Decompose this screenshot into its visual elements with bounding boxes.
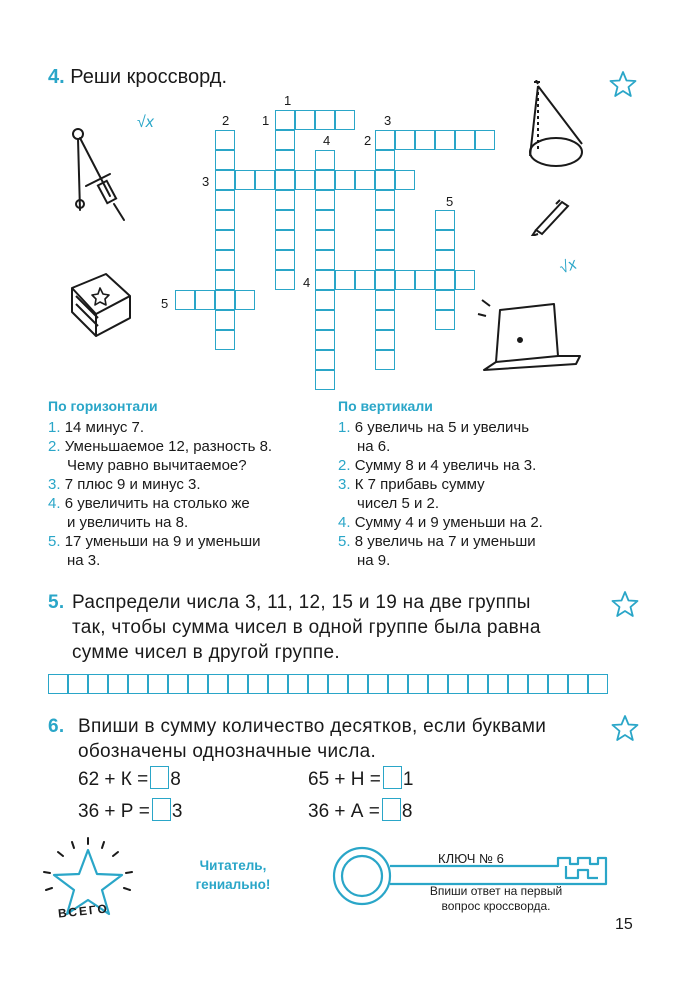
answer-strip-cell[interactable] bbox=[508, 674, 528, 694]
answer-strip-cell[interactable] bbox=[408, 674, 428, 694]
crossword-cell[interactable] bbox=[375, 230, 395, 250]
crossword-number-h2: 2 bbox=[364, 133, 372, 148]
crossword-cell[interactable] bbox=[375, 190, 395, 210]
answer-strip-cell[interactable] bbox=[488, 674, 508, 694]
crossword-cell[interactable] bbox=[275, 270, 295, 290]
crossword-cell[interactable] bbox=[435, 230, 455, 250]
crossword-number-h5: 5 bbox=[161, 296, 169, 311]
crossword-cell[interactable] bbox=[215, 330, 235, 350]
crossword-cell[interactable] bbox=[395, 130, 415, 150]
answer-strip-cell[interactable] bbox=[248, 674, 268, 694]
equation-2-answer-box[interactable] bbox=[383, 766, 402, 789]
answer-strip-cell[interactable] bbox=[468, 674, 488, 694]
crossword-cell[interactable] bbox=[375, 130, 395, 150]
vertical-clue-5-line-1: 5. 8 увеличь на 7 и уменьши bbox=[338, 533, 536, 550]
crossword-cell[interactable] bbox=[375, 210, 395, 230]
crossword-cell[interactable] bbox=[235, 170, 255, 190]
crossword-cell[interactable] bbox=[455, 270, 475, 290]
vertical-clue-4-number: 4. bbox=[338, 514, 355, 531]
crossword-cell[interactable] bbox=[275, 150, 295, 170]
page-number: 15 bbox=[615, 916, 633, 933]
equation-2-right: 1 bbox=[402, 769, 414, 790]
crossword-cell[interactable] bbox=[215, 170, 235, 190]
key-title: КЛЮЧ № 6 bbox=[438, 851, 504, 866]
vertical-clues-heading: По вертикали bbox=[338, 398, 433, 414]
answer-strip-cell[interactable] bbox=[288, 674, 308, 694]
answer-strip-cell[interactable] bbox=[388, 674, 408, 694]
answer-strip-cell[interactable] bbox=[88, 674, 108, 694]
crossword-cell[interactable] bbox=[335, 270, 355, 290]
score-star[interactable] bbox=[38, 836, 138, 932]
crossword-cell[interactable] bbox=[275, 250, 295, 270]
crossword-cell[interactable] bbox=[295, 110, 315, 130]
equation-3-right: 3 bbox=[171, 801, 183, 822]
crossword-cell[interactable] bbox=[215, 190, 235, 210]
crossword-number-v1: 1 bbox=[284, 93, 292, 108]
task6-line-2: обозначены однозначные числа. bbox=[78, 741, 377, 762]
answer-strip-cell[interactable] bbox=[128, 674, 148, 694]
compass-icon bbox=[64, 124, 138, 224]
crossword-cell[interactable] bbox=[355, 170, 375, 190]
crossword-number-h1: 1 bbox=[262, 113, 270, 128]
equation-1 bbox=[78, 766, 181, 791]
answer-strip-cell[interactable] bbox=[268, 674, 288, 694]
praise-line-1: Читатель, bbox=[199, 858, 267, 873]
horizontal-clue-2-number: 2. bbox=[48, 438, 65, 455]
equation-2 bbox=[308, 766, 413, 791]
equation-4-left: 36 + А = bbox=[308, 801, 380, 822]
crossword-cell[interactable] bbox=[295, 170, 315, 190]
answer-strip-cell[interactable] bbox=[208, 674, 228, 694]
crossword-cell[interactable] bbox=[315, 210, 335, 230]
crossword-cell[interactable] bbox=[275, 230, 295, 250]
crossword-cell[interactable] bbox=[375, 330, 395, 350]
answer-strip-cell[interactable] bbox=[528, 674, 548, 694]
horizontal-clue-4-line-1: 4. 6 увеличить на столько же bbox=[48, 495, 250, 512]
horizontal-clue-4-number: 4. bbox=[48, 495, 65, 512]
key-instruction-line-2: вопрос кроссворда. bbox=[441, 899, 551, 913]
crossword-cell[interactable] bbox=[275, 130, 295, 150]
sqrt-x-decoration-1: √x bbox=[137, 114, 154, 131]
crossword-cell[interactable] bbox=[375, 150, 395, 170]
star-icon bbox=[609, 70, 637, 98]
equation-3-answer-box[interactable] bbox=[152, 798, 171, 821]
vertical-clues-list bbox=[338, 418, 638, 570]
horizontal-clue-5-line-1: 5. 17 уменьши на 9 и уменьши bbox=[48, 533, 261, 550]
answer-strip-cell[interactable] bbox=[148, 674, 168, 694]
crossword-cell[interactable] bbox=[215, 270, 235, 290]
equation-3-left: 36 + Р = bbox=[78, 801, 150, 822]
cone-icon bbox=[522, 80, 592, 172]
horizontal-clue-5-number: 5. bbox=[48, 533, 65, 550]
equation-1-left: 62 + К = bbox=[78, 769, 149, 790]
sqrt-x-decoration-2: √x bbox=[557, 255, 580, 278]
crossword-cell[interactable] bbox=[275, 110, 295, 130]
task6-line-1: Впиши в сумму количество десятков, если буквами bbox=[78, 716, 547, 737]
crossword-cell[interactable] bbox=[435, 290, 455, 310]
praise-text bbox=[178, 856, 288, 894]
vertical-clue-3-number: 3. bbox=[338, 476, 355, 493]
crossword-cell[interactable] bbox=[435, 250, 455, 270]
horizontal-clue-1-number: 1. bbox=[48, 419, 65, 436]
task5-line-1: Распредели числа 3, 11, 12, 15 и 19 на две группы bbox=[72, 592, 531, 613]
crossword-cell[interactable] bbox=[335, 110, 355, 130]
vertical-clue-1-line-1: 1. 6 увеличь на 5 и увеличь bbox=[338, 419, 530, 436]
crossword-cell[interactable] bbox=[255, 170, 275, 190]
answer-strip-cell[interactable] bbox=[228, 674, 248, 694]
crossword-cell[interactable] bbox=[215, 310, 235, 330]
laptop-icon bbox=[476, 296, 586, 376]
crossword-cell[interactable] bbox=[375, 270, 395, 290]
vertical-clue-5-line-2: на 9. bbox=[357, 552, 391, 569]
crossword-cell[interactable] bbox=[415, 130, 435, 150]
vertical-clue-3-line-1: 3. К 7 прибавь сумму bbox=[338, 476, 485, 493]
answer-strip-cell[interactable] bbox=[108, 674, 128, 694]
crossword-number-v4: 4 bbox=[323, 133, 331, 148]
crossword-number-v2: 2 bbox=[222, 113, 230, 128]
equation-2-left: 65 + Н = bbox=[308, 769, 381, 790]
horizontal-clue-3-number: 3. bbox=[48, 476, 65, 493]
crossword-cell[interactable] bbox=[215, 150, 235, 170]
crossword-cell[interactable] bbox=[215, 250, 235, 270]
answer-strip-cell[interactable] bbox=[368, 674, 388, 694]
horizontal-clues-heading: По горизонтали bbox=[48, 398, 158, 414]
crossword-cell[interactable] bbox=[415, 270, 435, 290]
crossword-number-v5: 5 bbox=[446, 194, 454, 209]
crossword-number-h3: 3 bbox=[202, 174, 210, 189]
answer-strip-cell[interactable] bbox=[348, 674, 368, 694]
star-icon bbox=[611, 714, 639, 742]
crossword-cell[interactable] bbox=[315, 310, 335, 330]
crossword-cell[interactable] bbox=[375, 350, 395, 370]
answer-strip-cell[interactable] bbox=[48, 674, 68, 694]
vertical-clue-1-number: 1. bbox=[338, 419, 355, 436]
equation-4 bbox=[308, 798, 412, 823]
crossword-cell[interactable] bbox=[215, 210, 235, 230]
crossword-cell[interactable] bbox=[315, 150, 335, 170]
vertical-clue-2-number: 2. bbox=[338, 457, 355, 474]
answer-strip-cell[interactable] bbox=[448, 674, 468, 694]
task4-title: Реши кроссворд. bbox=[70, 66, 228, 88]
crossword-cell[interactable] bbox=[435, 310, 455, 330]
crossword-cell[interactable] bbox=[315, 190, 335, 210]
vertical-clue-4-line-1: 4. Сумму 4 и 9 уменьши на 2. bbox=[338, 514, 543, 531]
horizontal-clue-2-line-2: Чему равно вычитаемое? bbox=[67, 457, 247, 474]
crossword-cell[interactable] bbox=[335, 170, 355, 190]
answer-strip-cell[interactable] bbox=[68, 674, 88, 694]
crossword-cell[interactable] bbox=[315, 230, 335, 250]
crossword-cell[interactable] bbox=[195, 290, 215, 310]
crossword-cell[interactable] bbox=[315, 330, 335, 350]
crossword-cell[interactable] bbox=[455, 130, 475, 150]
answer-strip-cell[interactable] bbox=[588, 674, 608, 694]
task6-number: 6. bbox=[48, 716, 65, 737]
answer-strip[interactable] bbox=[48, 674, 608, 694]
crossword-cell[interactable] bbox=[395, 270, 415, 290]
key-instruction bbox=[396, 884, 596, 914]
task5-text bbox=[48, 590, 618, 665]
crossword-cell[interactable] bbox=[435, 270, 455, 290]
star-icon bbox=[611, 590, 639, 618]
horizontal-clue-4-line-2: и увеличить на 8. bbox=[67, 514, 189, 531]
answer-strip-cell[interactable] bbox=[428, 674, 448, 694]
answer-strip-cell[interactable] bbox=[328, 674, 348, 694]
horizontal-clue-5-line-2: на 3. bbox=[67, 552, 101, 569]
task5-line-3: сумме чисел в другой группе. bbox=[72, 642, 340, 663]
horizontal-clue-2-line-1: 2. Уменьшаемое 12, разность 8. bbox=[48, 438, 273, 455]
crossword-cell[interactable] bbox=[315, 350, 335, 370]
vertical-clue-3-line-2: чисел 5 и 2. bbox=[357, 495, 440, 512]
answer-strip-cell[interactable] bbox=[568, 674, 588, 694]
crossword-cell[interactable] bbox=[315, 290, 335, 310]
key-instruction-line-1: Впиши ответ на первый bbox=[429, 884, 563, 898]
task5-line-2: так, чтобы сумма чисел в одной группе была равна bbox=[72, 617, 541, 638]
crossword-cell[interactable] bbox=[215, 130, 235, 150]
vertical-clue-2-line-1: 2. Сумму 8 и 4 увеличь на 3. bbox=[338, 457, 537, 474]
pen-icon bbox=[530, 194, 572, 236]
crossword-cell[interactable] bbox=[435, 210, 455, 230]
task4-heading bbox=[48, 66, 227, 89]
task4-number: 4. bbox=[48, 66, 65, 88]
crossword-cell[interactable] bbox=[315, 270, 335, 290]
crossword-cell[interactable] bbox=[475, 130, 495, 150]
praise-line-2: гениально! bbox=[195, 877, 271, 892]
answer-strip-cell[interactable] bbox=[308, 674, 328, 694]
score-star-label: ВСЕГО bbox=[57, 901, 110, 921]
vertical-clue-5-number: 5. bbox=[338, 533, 355, 550]
crossword-cell[interactable] bbox=[275, 170, 295, 190]
answer-strip-cell[interactable] bbox=[188, 674, 208, 694]
crossword-number-h4: 4 bbox=[303, 275, 311, 290]
crossword-cell[interactable] bbox=[315, 370, 335, 390]
crossword-cell[interactable] bbox=[395, 170, 415, 190]
horizontal-clue-3-line-1: 3. 7 плюс 9 и минус 3. bbox=[48, 476, 201, 493]
equation-4-answer-box[interactable] bbox=[382, 798, 401, 821]
equation-1-right: 8 bbox=[170, 769, 181, 790]
answer-strip-cell[interactable] bbox=[548, 674, 568, 694]
crossword-cell[interactable] bbox=[235, 290, 255, 310]
crossword-cell[interactable] bbox=[275, 190, 295, 210]
task5-number: 5. bbox=[48, 592, 65, 613]
equation-1-answer-box[interactable] bbox=[150, 766, 169, 789]
task6-text bbox=[48, 714, 618, 764]
vertical-clue-1-line-2: на 6. bbox=[357, 438, 391, 455]
crossword-cell[interactable] bbox=[215, 230, 235, 250]
horizontal-clue-1-line-1: 1. 14 минус 7. bbox=[48, 419, 145, 436]
crossword-cell[interactable] bbox=[315, 110, 335, 130]
crossword-cell[interactable] bbox=[215, 290, 235, 310]
crossword-cell[interactable] bbox=[375, 290, 395, 310]
equation-4-right: 8 bbox=[401, 801, 413, 822]
crossword-cell[interactable] bbox=[375, 170, 395, 190]
crossword-cell[interactable] bbox=[375, 310, 395, 330]
book-icon bbox=[62, 266, 136, 340]
crossword-cell[interactable] bbox=[175, 290, 195, 310]
crossword-cell[interactable] bbox=[375, 250, 395, 270]
equation-3 bbox=[78, 798, 182, 823]
horizontal-clues-list bbox=[48, 418, 338, 570]
crossword-cell[interactable] bbox=[315, 250, 335, 270]
crossword-cell[interactable] bbox=[435, 130, 455, 150]
answer-strip-cell[interactable] bbox=[168, 674, 188, 694]
crossword-cell[interactable] bbox=[315, 170, 335, 190]
crossword-number-v3: 3 bbox=[384, 113, 392, 128]
crossword-cell[interactable] bbox=[275, 210, 295, 230]
crossword-cell[interactable] bbox=[355, 270, 375, 290]
